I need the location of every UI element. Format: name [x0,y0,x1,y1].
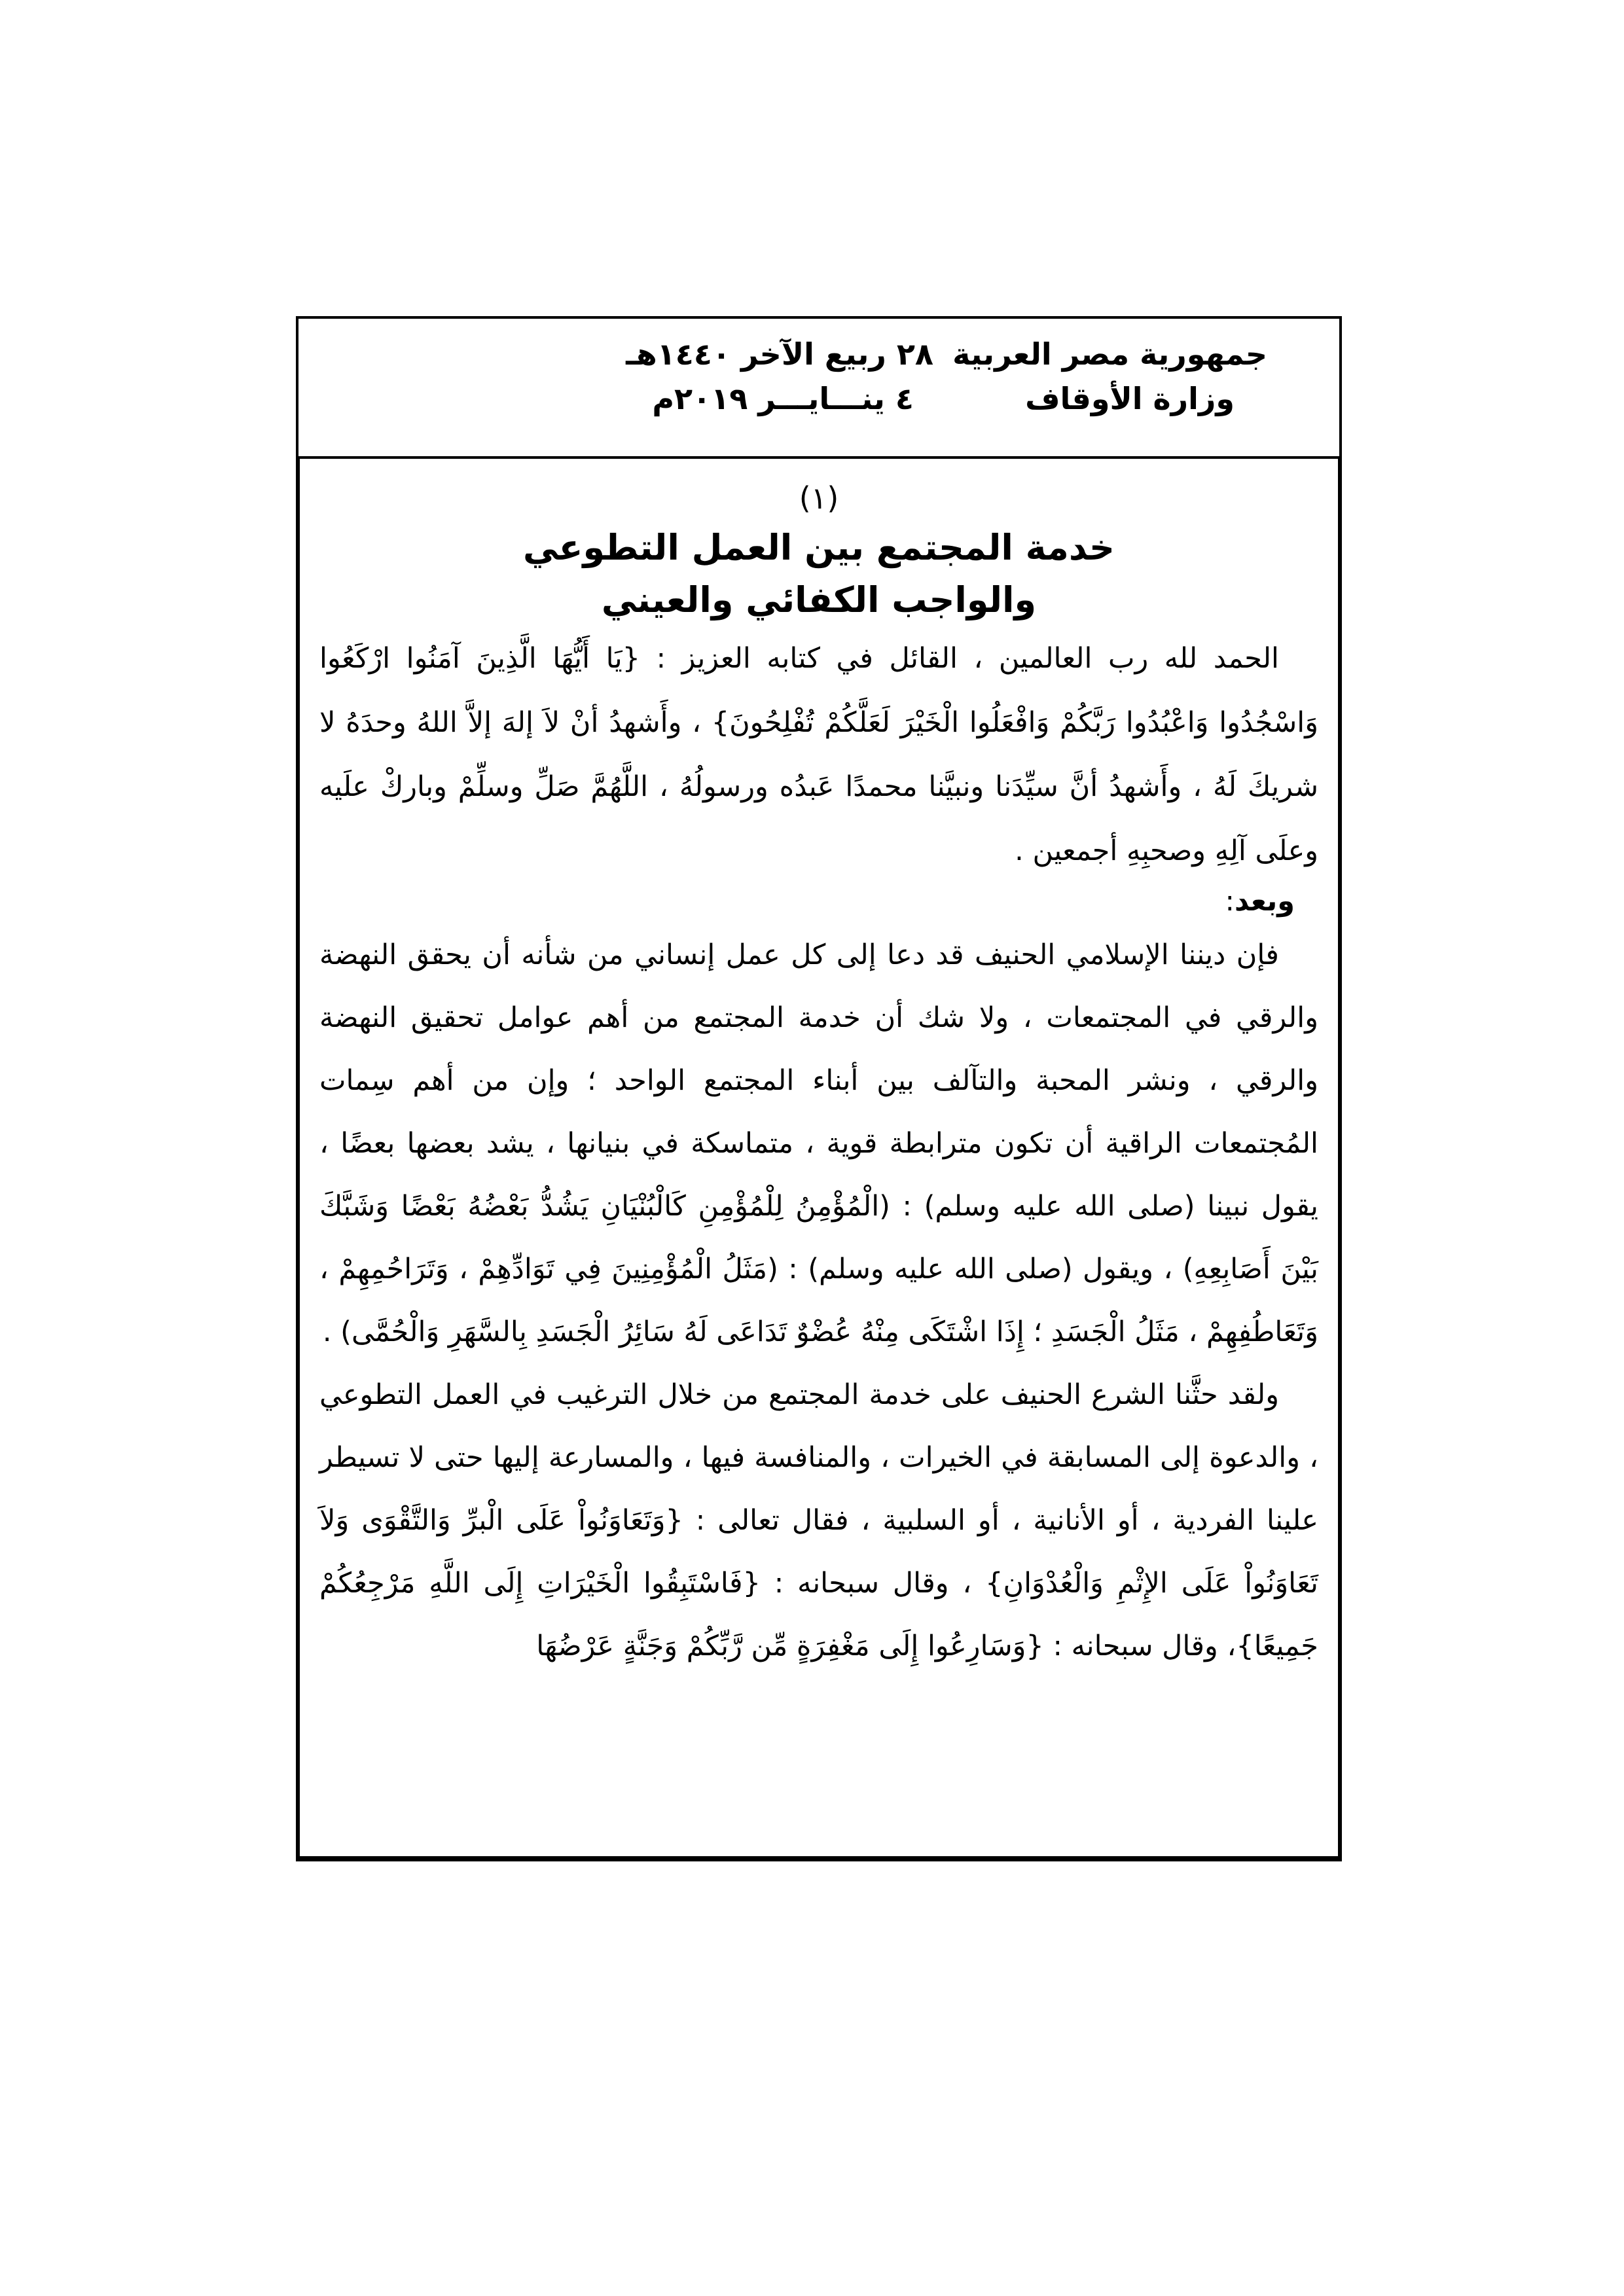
document-title-line-1: خدمة المجتمع بين العمل التطوعي [523,527,1115,568]
opening-paragraph: الحمد لله رب العالمين ، القائل في كتابه العزيز : {يَا أَيُّهَا الَّذِينَ آمَنُوا ارْكَعُوا وَاسْجُدُوا وَاعْبُدُوا رَبَّكُمْ وَافْعَلُوا الْخَيْرَ لَعَلَّكُمْ تُفْلِحُونَ} ، وأَشهدُ أنْ لاَ إلهَ إلاَّ اللهُ وحدَهُ لا شريكَ لَهُ ، وأَشهدُ أنَّ سيِّدَنا ونبيَّنا محمدًا عَبدُه ورسولُهُ ، اللَّهُمَّ صَلِّ وسلِّمْ وباركْ علَيه وعلَى آلِهِ وصحبِهِ أجمعين . [319,642,1318,867]
gregorian-date: ٤ ينـــايـــر ٢٠١٩م [652,381,914,416]
document-number: (١) [799,480,839,516]
wabad-heading [319,883,1318,920]
ministry-name: وزارة الأوقاف [1025,381,1235,416]
body-paragraph-2: ولقد حثَّنا الشرع الحنيف على خدمة المجتمع من خلال الترغيب في العمل التطوعي ، والدعوة إلى المسابقة في الخيرات ، والمنافسة فيها ، والمسارعة إليها حتى لا تسيطر علينا الفردية ، أو الأنانية ، أو السلبية ، فقال تعالى : {وَتَعَاوَنُواْ عَلَى الْبرِّ وَالتَّقْوَى وَلاَ تَعَاوَنُواْ عَلَى الإِثْمِ وَالْعُدْوَانِ} ، وقال سبحانه : {فَاسْتَبِقُوا الْخَيْرَاتِ إِلَى اللَّهِ مَرْجِعُكُمْ جَمِيعًا}، وقال سبحانه : {وَسَارِعُوا إِلَى مَغْفِرَةٍ مِّن رَّبِّكُمْ وَجَنَّةٍ عَرْضُهَا [319,1378,1318,1662]
document-title-line-2: والواجب الكفائي والعيني [601,579,1037,620]
body-paragraph-1: فإن ديننا الإسلامي الحنيف قد دعا إلى كل عمل إنساني من شأنه أن يحقق النهضة والرقي في المجتمعات ، ولا شك أن خدمة المجتمع من أهم عوامل تحقيق النهضة والرقي ، ونشر المحبة والتآلف بين أبناء المجتمع الواحد ؛ وإن من أهم سِمات المُجتمعات الراقية أن تكون مترابطة قوية ، متماسكة في بنيانها ، يشد بعضها بعضًا ، يقول نبينا (صلى الله عليه وسلم) : (الْمُؤْمِنُ لِلْمُؤْمِنِ كَالْبُنْيَانِ يَشُدُّ بَعْضُهُ بَعْضًا وَشَبَّكَ بَيْنَ أَصَابِعِهِ) ، ويقول (صلى الله عليه وسلم) : (مَثَلُ الْمُؤْمِنِينَ فِي تَوَادِّهِمْ ، وَتَرَاحُمِهِمْ ، وَتَعَاطُفِهِمْ ، مَثَلُ الْجَسَدِ ؛ إِذَا اشْتَكَى مِنْهُ عُضْوٌ تَدَاعَى لَهُ سَائِرُ الْجَسَدِ بِالسَّهَرِ وَالْحُمَّى) . [319,939,1318,1348]
wabad-label: وبعد [1235,885,1295,918]
hijri-date: ٢٨ ربيع الآخر ١٤٤٠هـ [626,336,933,372]
document-content [319,475,1318,1677]
country-name: جمهورية مصر العربية [952,336,1267,372]
document-body [296,459,1342,1861]
document-header [296,316,1342,459]
date-block [541,332,933,421]
wabad-colon: : [1225,885,1235,918]
